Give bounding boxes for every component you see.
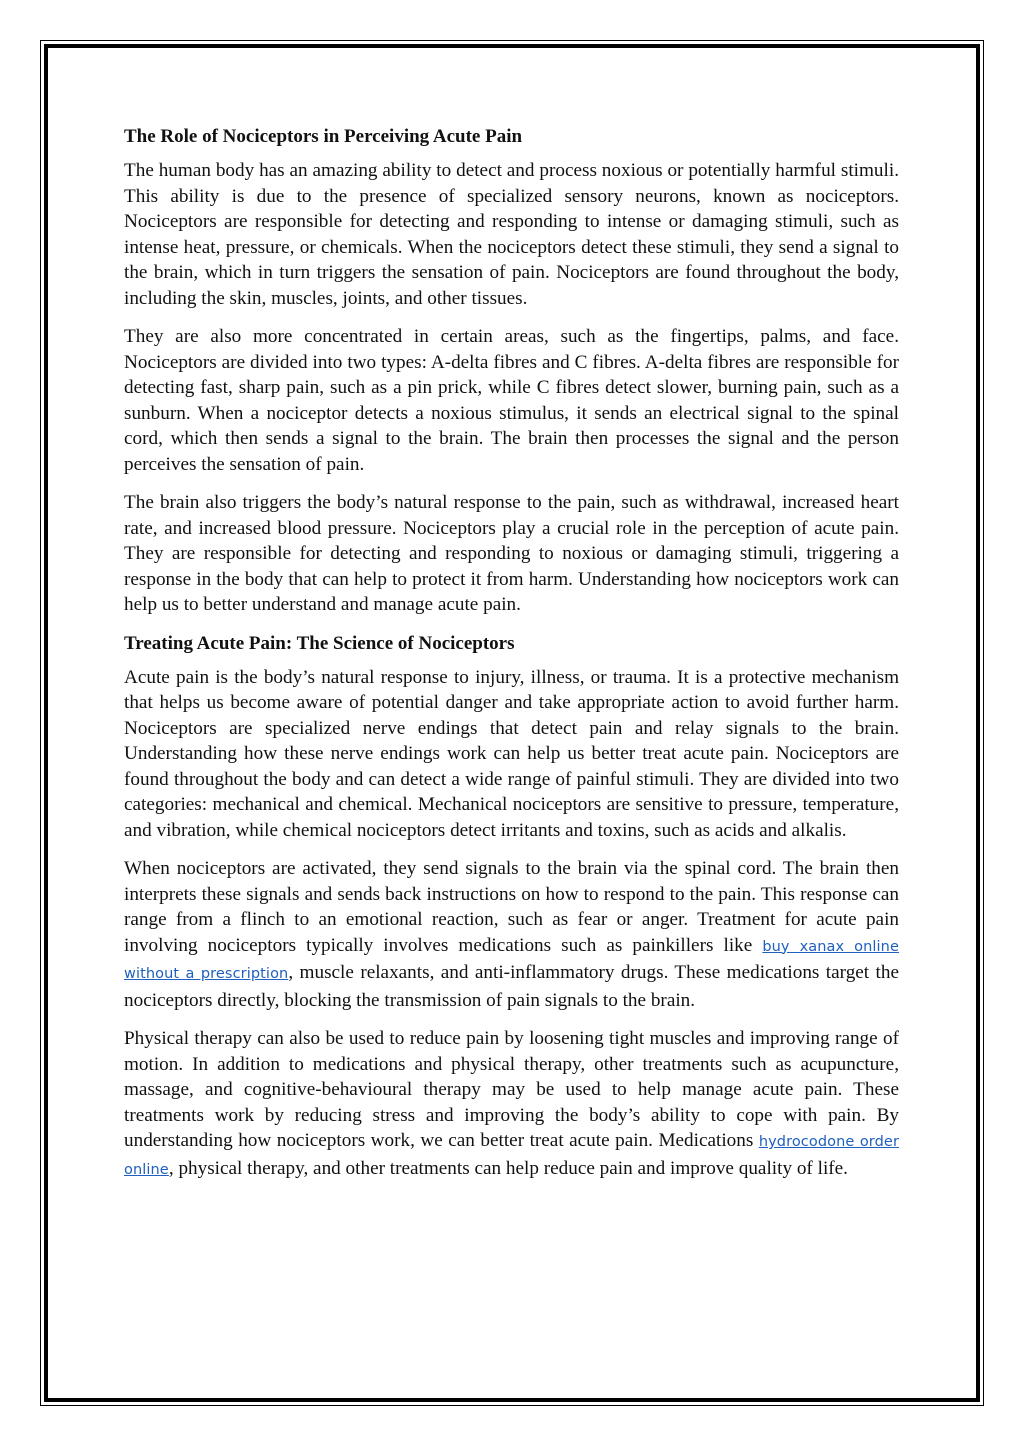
paragraph-6-text-b: , physical therapy, and other treatments can help reduce pain and improve quality of life. <box>168 1157 848 1179</box>
paragraph-3: The brain also triggers the body’s natural response to the pain, such as withdrawal, increased heart rate, and increased blood pressure. Nociceptors play a crucial role in the perception of acute pain. They are responsible for detecting and responding to noxious or damaging stimuli, triggering a response in the body that can help to protect it from harm. Understanding how nociceptors work can help us to better understand and manage acute pain. <box>124 492 899 615</box>
paragraph-2: They are also more concentrated in certain areas, such as the fingertips, palms, and face. Nociceptors are divided into two types: A-delta fibres and C fibres. A-delta fibres are responsible for detecting fast, sharp pain, such as a pin prick, while C fibres detect slower, burning pain, such as a sunburn. When a nociceptor detects a noxious stimulus, it sends an electrical signal to the spinal cord, which then sends a signal to the brain. The brain then processes the signal and the person perceives the sensation of pain. <box>124 326 899 475</box>
section-heading-treating-acute-pain: Treating Acute Pain: The Science of Nociceptors <box>124 632 515 654</box>
paragraph-6-text-a: Physical therapy can also be used to reduce pain by loosening tight muscles and improving range of motion. In addition to medications and physical therapy, other treatments such as acupuncture, massage, and cognitive-behavioural therapy may be used to help manage acute pain. These treatments work by reducing stress and improving the body’s ability to cope with pain. By understanding how nociceptors work, we can better treat acute pain. Medications <box>124 1028 899 1151</box>
document-body <box>124 124 899 1196</box>
paragraph-5-text-a: When nociceptors are activated, they send signals to the brain via the spinal cord. The brain then interprets these signals and sends back instructions on how to respond to the pain. This response can range from a flinch to an emotional reaction, such as fear or anger. Treatment for acute pain involving nociceptors typically involves medications such as painkillers like <box>124 858 899 956</box>
xanax-link[interactable]: buy xanax online without a prescription <box>124 938 899 982</box>
section-heading-nociceptors-role: The Role of Nociceptors in Perceiving Acute Pain <box>124 126 523 147</box>
hydrocodone-link[interactable]: hydrocodone order online <box>124 1134 900 1178</box>
paragraph-5 <box>124 856 899 1013</box>
paragraph-5-text-b: , muscle relaxants, and anti-inflammatory drugs. These medications target the nociceptors directly, blocking the transmission of pain signals to the brain. <box>124 962 899 1011</box>
paragraph-6 <box>124 1026 899 1183</box>
paragraph-4: Acute pain is the body’s natural response to injury, illness, or trauma. It is a protective mechanism that helps us become aware of potential danger and take appropriate action to avoid further harm. Nociceptors are specialized nerve endings that detect pain and relay signals to the brain. Understanding how these nerve endings work can help us better treat acute pain. Nociceptors are found throughout the body and can detect a wide range of painful stimuli. They are divided into two categories: mechanical and chemical. Mechanical nociceptors are sensitive to pressure, temperature, and vibration, while chemical nociceptors detect irritants and toxins, such as acids and alkalis. <box>124 666 899 841</box>
paragraph-1: The human body has an amazing ability to detect and process noxious or potentially harmful stimuli. This ability is due to the presence of specialized sensory neurons, known as nociceptors. Nociceptors are responsible for detecting and responding to intense or damaging stimuli, such as intense heat, pressure, or chemicals. When the nociceptors detect these stimuli, they send a signal to the brain, which in turn triggers the sensation of pain. Nociceptors are found throughout the body, including the skin, muscles, joints, and other tissues. <box>124 160 899 309</box>
